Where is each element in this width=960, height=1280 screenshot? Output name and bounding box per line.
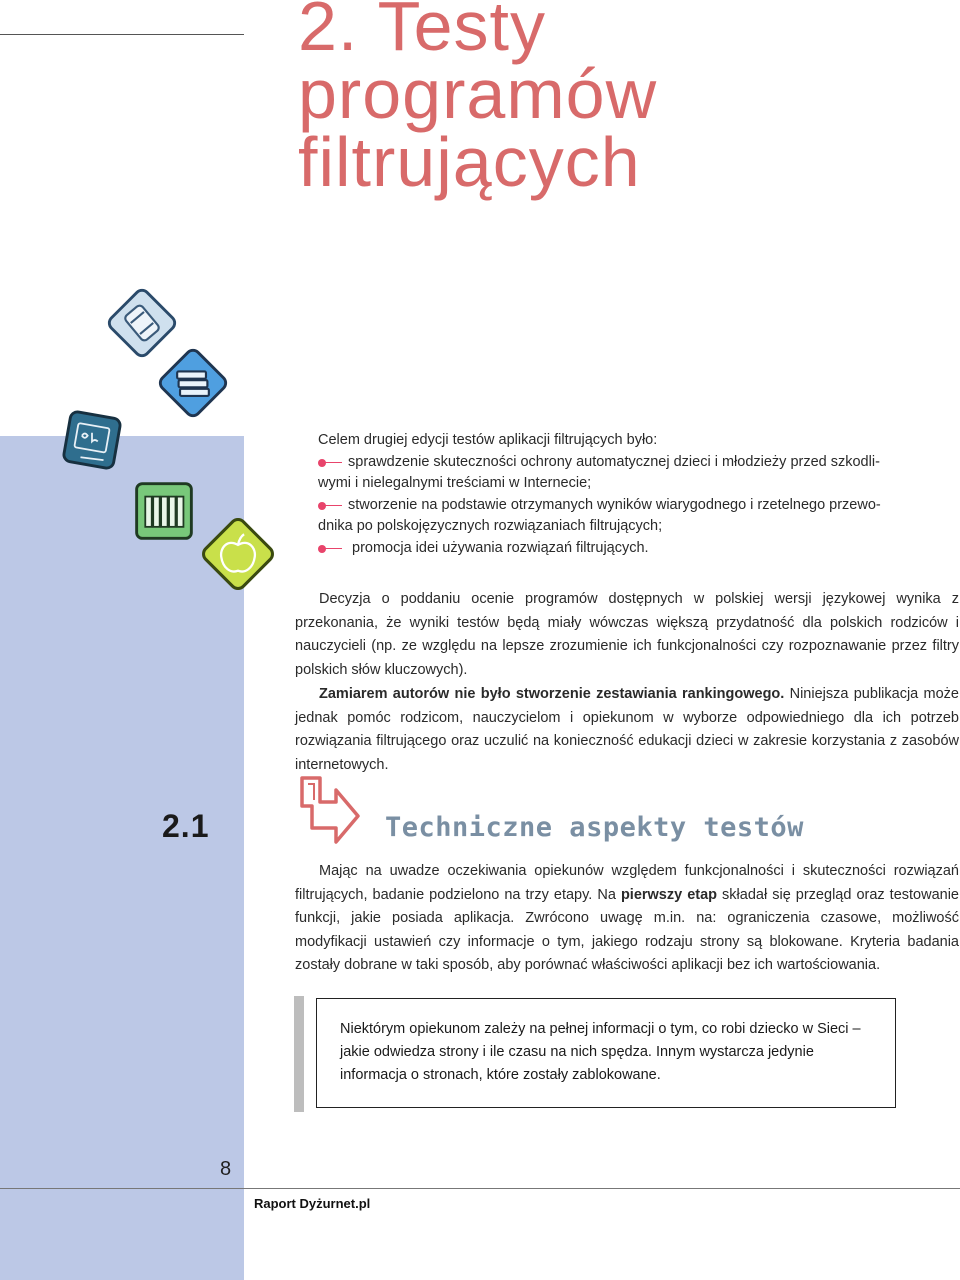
list-item-text: sprawdzenie skuteczności ochrony automatycznej dzieci i młodzieży przed szkodli- bbox=[348, 453, 880, 470]
books-icon bbox=[157, 347, 229, 419]
list-item-text: dnika po polskojęzycznych rozwiązaniach filtrujących; bbox=[318, 518, 663, 534]
footer-publication: Raport Dyżurnet.pl bbox=[254, 1196, 371, 1211]
list-item-text: wymi i nielegalnymi treściami w Internecie; bbox=[318, 475, 592, 491]
list-item bbox=[318, 495, 958, 517]
list-item bbox=[318, 538, 958, 560]
quote-accent-bar bbox=[294, 996, 304, 1112]
page-number: 8 bbox=[220, 1158, 232, 1180]
title-line-2: programów bbox=[298, 55, 658, 133]
paragraph-text bbox=[295, 860, 959, 978]
paragraph-decision bbox=[295, 588, 959, 777]
paragraph-text: Decyzja o poddaniu ocenie programów dostępnych w polskiej wersji językowej wynika z przekonania, że wyniki testów będą miały wówczas większą przydatność dla polskich rodziców i nauczycieli (np. ze względu na lepsze zrozumienie ich funkcjonalności czy rozpoznawanie przez filtry polskich słów kluczowych). bbox=[295, 591, 959, 678]
section-title: Techniczne aspekty testów bbox=[385, 812, 804, 843]
paragraph-part-1: Mając na uwadze oczekiwania opiekunów względem funkcjonalności i skuteczności rozwiązań filtrujących, badanie podzielono na trzy etapy. Na bbox=[295, 863, 959, 903]
chalkboard-icon bbox=[56, 404, 128, 476]
title-line-1: 2. Testy bbox=[298, 0, 546, 65]
top-rule bbox=[0, 34, 244, 35]
bullet-icon bbox=[318, 502, 329, 510]
intro-block bbox=[318, 430, 958, 559]
apple-icon bbox=[200, 516, 276, 592]
paragraph-part-2: składał się przegląd oraz testowanie funkcji, jakie posiada aplikacja. Zwrócono uwagę m.in. na: ograniczenia czasowe, możliwość modyfikacji ustawień czy informacje o tym, jakiego rodzaju strony są blokowane. Kryteria badania zostały dobrane w taki sposób, aby porównać właściwości aplikacji bez ich wartościowania. bbox=[295, 886, 960, 973]
bullet-icon bbox=[318, 459, 329, 467]
arrow-icon bbox=[296, 772, 364, 846]
page-title bbox=[298, 0, 938, 201]
list-item bbox=[318, 452, 958, 474]
bold-statement: Zamiarem autorów nie było stworzenie zestawiania rankingowego. bbox=[319, 686, 785, 702]
list-item-continuation bbox=[318, 473, 958, 495]
footer-rule bbox=[0, 1188, 960, 1189]
paragraph-continuation: Niniejsza publikacja może jednak pomóc rodzicom, nauczycielom i opiekunom w wyborze odpowiedniego dla ich potrzeb rozwiązania filtrującego oraz uczulić na konieczność edukacji dzieci w zakresie korzystania z zasobów internetowych. bbox=[295, 686, 959, 773]
list-item-text: stworzenie na podstawie otrzymanych wyników wiarygodnego i rzetelnego przewo- bbox=[348, 496, 881, 513]
paragraph-technical bbox=[295, 860, 959, 978]
list-item-continuation bbox=[318, 516, 958, 538]
section-number: 2.1 bbox=[162, 808, 210, 844]
bold-phrase: pierwszy etap bbox=[620, 886, 718, 903]
list-item-text: promocja idei używania rozwiązań filtrujących. bbox=[352, 539, 649, 556]
title-line-3: filtrujących bbox=[298, 123, 641, 201]
intro-lead: Celem drugiej edycji testów aplikacji filtrujących było: bbox=[318, 432, 658, 448]
paragraph-text bbox=[295, 683, 959, 777]
quote-text: Niektórym opiekunom zależy na pełnej informacji o tym, co robi dziecko w Sieci – jakie odwiedza strony i ile czasu na nich spędza. Innym wystarcza jedynie informacja o stronach, które zostały zablokowane. bbox=[340, 1021, 861, 1083]
bullet-icon bbox=[318, 545, 329, 553]
crayons-icon bbox=[128, 475, 200, 547]
goals-list bbox=[318, 452, 958, 560]
